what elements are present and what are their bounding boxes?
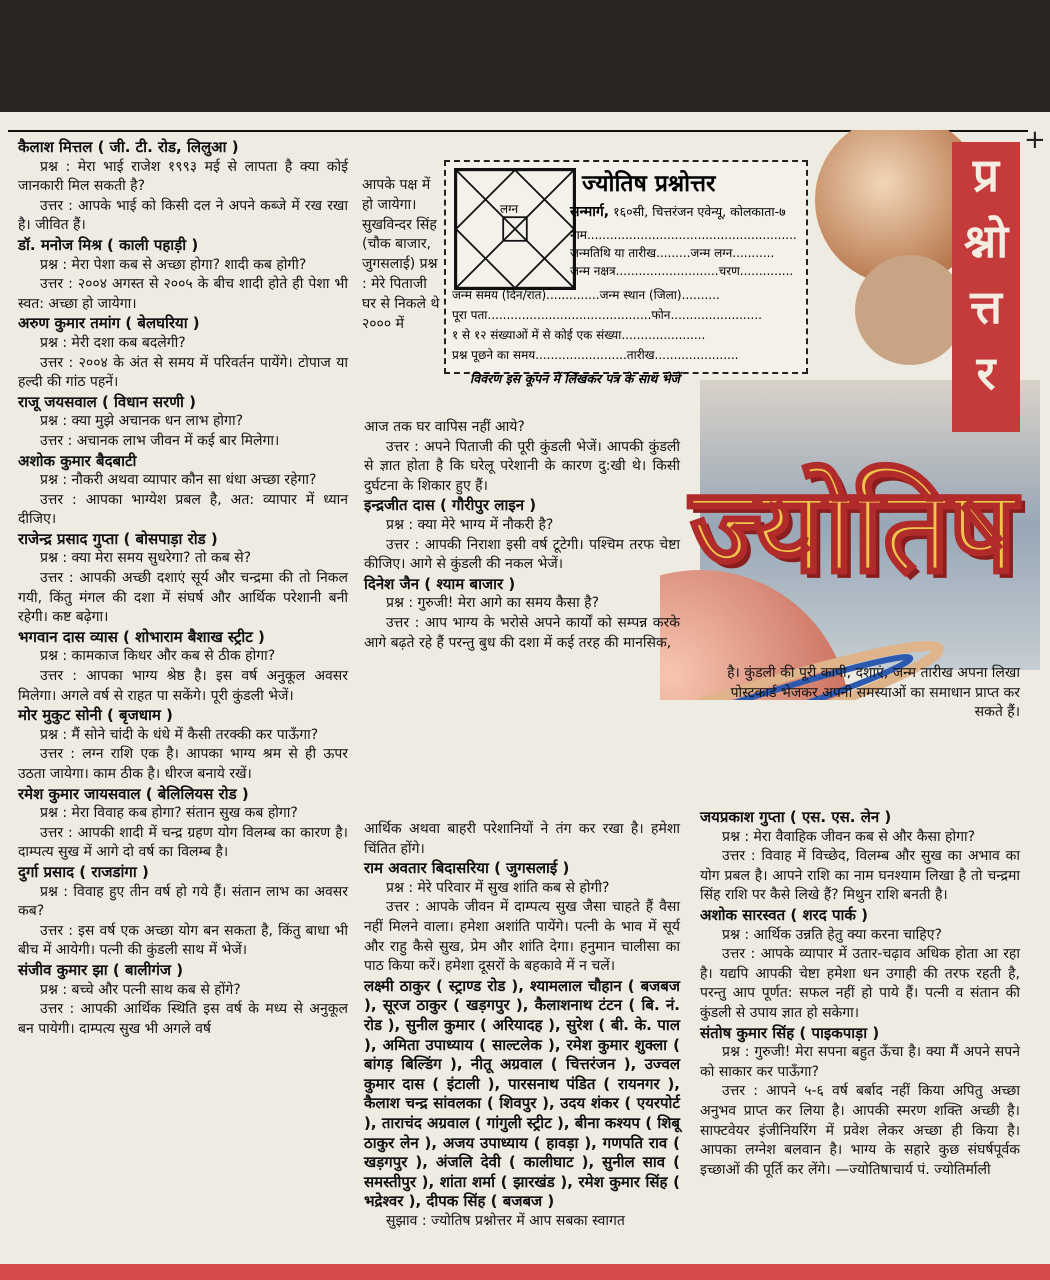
question-text: प्रश्न : गुरुजी! मेरा सपना बहुत ऊँचा है। क्या मैं अपने सपने को साकार कर पाऊँगा? [700, 1044, 1020, 1080]
question-text: प्रश्न : मैं सोने चांदी के धंधे में कैसी तरक्की कर पाऊँगा? [40, 726, 319, 743]
title-glyph: श्नो [963, 214, 1009, 268]
column-2-bottom [364, 820, 680, 1231]
question-text: प्रश्न : गुरुजी! मेरा आगे का समय कैसा है? [386, 595, 600, 612]
question-text: प्रश्न : विवाह हुए तीन वर्ष हो गये हैं। संतान लाभ का अवसर कब? [18, 883, 348, 920]
reader-name-heading: अशोक सारस्वत ( शरद पार्क ) [700, 905, 868, 924]
kundli-diagram [456, 170, 574, 288]
publisher-address: १६०सी, चित्तरंजन एवेन्यू, कोलकाता-७ [613, 204, 786, 219]
reader-name-heading: इन्द्रजीत दास ( गौरीपुर लाइन ) [364, 496, 537, 515]
reader-name-heading: कैलाश मित्तल ( जी. टी. रोड, लिलुआ ) [18, 138, 239, 156]
reader-name-heading: संतोष कुमार सिंह ( पाइकपाड़ा ) [700, 1023, 880, 1042]
answer-text: उत्तर : इस वर्ष एक अच्छा योग बन सकता है, किंतु बाधा भी बीच में आयेगी। पत्नी की कुंडली साथ में भेजें। [18, 922, 348, 959]
reader-name-heading: राजू जयसवाल ( विधान सरणी ) [18, 392, 197, 411]
answer-text: उत्तर : २००४ के अंत से समय में परिवर्तन पायेंगे। टोपाज या हल्दी की गांठ पहनें। [18, 354, 348, 391]
reader-name-heading: डॉ. मनोज मिश्र ( काली पहाड़ी ) [18, 235, 199, 254]
question-text: प्रश्न : नौकरी अथवा व्यापार कौन सा धंधा अच्छा रहेगा? [40, 472, 317, 489]
column-3-top: है। कुंडली की पूरी कापी, दशाएं, जन्म तारीख अपना लिखा पोस्टकार्ड भेजकर अपनी समस्याओं का समाधान प्राप्त कर सकते हैं। [727, 665, 1020, 721]
answer-text: उत्तर : आपने ५-६ वर्ष बर्बाद नहीं किया अपितु अच्छा अनुभव प्राप्त कर लिया है। आपकी स्मरण शक्ति अच्छी है। साफ्टवेयर इंजीनियरिंग में प्रवेश लेकर अच्छा ही किया है। आपका लग्नेश बलवान है। भाग्य के सहारे कुछ संघर्षपूर्वक इच्छाओं की पूर्ति कर लेंगे। —ज्योतिषाचार्य पं. ज्योतिर्माली [700, 1083, 1020, 1178]
question-text: प्रश्न : क्या मेरा समय सुधरेगा? तो कब से? [40, 550, 252, 567]
coupon-title: ज्योतिष प्रश्नोत्तर [582, 171, 716, 197]
reader-name-heading: राजेन्द्र प्रसाद गुप्ता ( बोसपाड़ा रोड ) [18, 529, 218, 548]
coupon-field: प्रश्न पूछने का समय........................तारीख...................... [452, 348, 739, 362]
coupon-field: नाम....................................................... [570, 228, 797, 242]
dark-background [0, 0, 1050, 112]
answer-text: उत्तर : विवाह में विच्छेद, विलम्ब और सुख का अभाव का योग प्रबल है। आपने राशि का नाम घनश्याम लिखा है तो चन्द्रमा सिंह राशि पर कैसे लिखे हैं? मिथुन राशि बनती है। [700, 848, 1020, 904]
reader-name-heading: जयप्रकाश गुप्ता ( एस. एस. लेन ) [700, 808, 892, 826]
answer-text: उत्तर : अपने पिताजी की पूरी कुंडली भेजें। आपकी कुंडली से ज्ञात होता है कि घरेलू परेशानी के कारण दु:खी थे। किसी दुर्घटना के शिकार हुए हैं। [364, 438, 680, 494]
question-text: प्रश्न : आर्थिक उन्नति हेतु क्या करना चाहिए? [722, 926, 942, 943]
reader-name-heading: दुर्गा प्रसाद ( राजडांगा ) [18, 862, 149, 881]
kundli-label: लग्न [500, 202, 519, 216]
answer-text: उत्तर : आपकी अच्छी दशाएं सूर्य और चन्द्रमा की तो निकल गयी, किंतु मंगल की दशा में संघर्ष और आर्थिक परेशानी बनी रहेगी। कष्ट बढ़ेगा। [18, 570, 348, 626]
coupon-field: जन्मतिथि या तारीख.........जन्म लग्न........... [570, 246, 775, 260]
reader-name-heading: अरुण कुमार तमांग ( बेलघरिया ) [18, 314, 200, 333]
answer-text: उत्तर : आप भाग्य के भरोसे अपने कार्यों को सम्पन्न करके आगे बढ़ते रहे हैं परन्तु बुध की दशा में कई तरह की मानसिक, [364, 614, 680, 651]
question-text: प्रश्न : मेरा भाई राजेश १९९३ मई से लापता है क्या कोई जानकारी मिल सकती है? [18, 158, 348, 195]
answer-text: उत्तर : आपके भाई को किसी दल ने अपने कब्जे में रख रखा है। जीवित हैं। [18, 197, 348, 234]
column-1 [18, 138, 348, 1039]
coupon-field: जन्म नक्षत्र...........................चरण.............. [570, 264, 794, 278]
answer-text: उत्तर : आपकी निराशा इसी वर्ष टूटेगी। पश्चिम तरफ चेष्टा कीजिए। आगे से कुंडली की नकल भेजें। [364, 536, 680, 573]
coupon-field: १ से १२ संख्याओं में से कोई एक संख्या...................... [452, 328, 706, 342]
question-text: प्रश्न : मेरा पेशा कब से अच्छा होगा? शादी कब होगी? [40, 256, 307, 273]
question-text: प्रश्न : बच्चे और पत्नी साथ कब से होंगे? [40, 981, 241, 998]
reader-name-heading: मोर मुकुट सोनी ( बृजधाम ) [18, 706, 173, 725]
question-text: प्रश्न : क्या मुझे अचानक धन लाभ होगा? [40, 413, 243, 430]
crop-mark-icon: + [1024, 125, 1046, 155]
paragraph: आज तक घर वापिस नहीं आये? [364, 419, 525, 435]
reader-name-heading: भगवान दास व्यास ( शोभाराम बैशाख स्ट्रीट ) [18, 627, 265, 646]
question-text: प्रश्न : मेरी दशा कब बदलेगी? [40, 334, 186, 351]
coupon-field: पूरा पता...........................................फोन........................ [452, 308, 762, 322]
column-2-top: आपके पक्ष में हो जायेगा। सुखविन्दर सिंह (चौक बाजार, जुगसलाई) प्रश्न : मेरे पिताजी घर से निकले थे २००० में [362, 177, 440, 332]
question-text: सुझाव : ज्योतिष प्रश्नोत्तर में आप सबका स्वागत [386, 1212, 625, 1229]
question-text: प्रश्न : मेरे परिवार में सुख शांति कब से होगी? [386, 879, 610, 896]
planet-mid [855, 255, 965, 365]
question-text: प्रश्न : कामकाज किधर और कब से ठीक होगा? [40, 648, 276, 665]
question-text: प्रश्न : क्या मेरे भाग्य में नौकरी है? [386, 516, 554, 533]
coupon-note: विवरण इस कूपन में लिखकर पत्र के साथ भेजें [470, 371, 680, 386]
publisher-name: सन्मार्ग, [570, 204, 610, 220]
coupon-field: जन्म समय (दिन/रात)..............जन्म स्थान (जिला).......... [452, 288, 720, 302]
answer-text: उत्तर : आपके जीवन में दाम्पत्य सुख जैसा चाहते हैं वैसा नहीं मिलने वाला। हमेशा अशांति पायेंगे। पत्नी के भाव में सूर्य और राहु कैसे सुख, प्रेम और शांति देगा। हनुमान चालीसा का पाठ किया करें। हमेशा दूसरों के बहकावे में न चलें। [364, 899, 680, 975]
column-2 [364, 418, 680, 653]
footer-strip [0, 1264, 1050, 1280]
answer-text: उत्तर : आपका भाग्य श्रेष्ठ है। इस वर्ष अनुकूल अवसर मिलेगा। अगले वर्ष से राहत पा सकेंगे। पूरी कुंडली भेजें। [18, 668, 348, 704]
answer-text: उत्तर : आपके व्यापार में उतार-चढ़ाव अधिक होता आ रहा है। यद्यपि आपकी चेष्टा हमेशा धन उगाही की तरफ रहती है, परन्तु आप पूर्णत: सफल नहीं हो पाये हैं। पत्नी व संतान की कुंडली से उपाय ज्ञात हो सकेगा। [700, 946, 1020, 1021]
reader-name-heading: अशोक कुमार बैदबाटी [18, 451, 137, 470]
answer-text: उत्तर : लग्न राशि एक है। आपका भाग्य श्रम से ही ऊपर उठता जायेगा। काम ठीक है। धीरज बनाये रखें। [18, 746, 348, 782]
reader-name-heading: लक्ष्मी ठाकुर ( स्ट्राण्ड रोड ), श्यामलाल चौहान ( बजबज ), सूरज ठाकुर ( खड़गपुर ), कैलाशनाथ टंटन ( बि. नं. रोड ), सुनील कुमार ( अरियादह ), सुरेश ( बी. के. पाल ), अमिता उपाध्याय ( साल्टलेक ), रमेश कुमार शुक्ला ( बांगड़ बिल्डिंग ), नीतू अग्रवाल ( चित्तरंजन ), उज्वल कुमार दास ( इंटाली ), पारसनाथ पंडित ( रायनगर ), कैलाश चन्द्र सांवलका ( शिवपुर ), उदय शंकर ( एयरपोर्ट ), ताराचंद अग्रवाल ( गांगुली स्ट्रीट ), बीना कश्यप ( शिबू ठाकुर लेन ), अजय उपाध्याय ( हावड़ा ), गणपति राव ( खड़गपुर ), अंजलि देवी ( कालीघाट ), सुनील साव ( समस्तीपुर ), शांता शर्मा ( झारखंड ), रमेश कुमार सिंह ( भद्रेश्वर ), दीपक सिंह ( बजबज ) [364, 976, 680, 1211]
vertical-section-title [952, 142, 1020, 432]
title-glyph: त्त [970, 280, 1002, 334]
answer-text: उत्तर : अचानक लाभ जीवन में कई बार मिलेगा। [40, 432, 280, 449]
section-banner: ज्योतिष [690, 461, 1015, 599]
column-3 [700, 808, 1020, 1180]
coupon-address [570, 202, 786, 221]
answer-text: उत्तर : आपका भाग्येश प्रबल है, अत: व्यापार में ध्यान दीजिए। [18, 491, 348, 528]
answer-text: उत्तर : आपकी आर्थिक स्थिति इस वर्ष के मध्य से अनुकूल बन पायेगी। दाम्पत्य सुख भी अगले वर्ष [18, 1001, 348, 1037]
reader-name-heading: दिनेश जैन ( श्याम बाजार ) [364, 574, 516, 593]
title-glyph: प्र [972, 148, 1000, 202]
reader-name-heading: संजीव कुमार झा ( बालीगंज ) [18, 960, 184, 979]
kundli-chart [454, 168, 576, 290]
question-text: प्रश्न : मेरा वैवाहिक जीवन कब से और कैसा होगा? [722, 828, 976, 845]
answer-text: उत्तर : २००४ अगस्त से २००५ के बीच शादी होते ही पेशा भी स्वत: अच्छा हो जायेगा। [18, 276, 348, 312]
coupon-box [444, 160, 808, 374]
reader-name-heading: राम अवतार बिदासरिया ( जुगसलाई ) [364, 859, 570, 878]
paragraph: आर्थिक अथवा बाहरी परेशानियों ने तंग कर रखा है। हमेशा चिंतित होंगे। [364, 821, 680, 857]
answer-text: उत्तर : आपकी शादी में चन्द्र ग्रहण योग विलम्ब का कारण है। दाम्पत्य सुख में आगे दो वर्ष का विलम्ब है। [18, 824, 348, 861]
question-text: प्रश्न : मेरा विवाह कब होगा? संतान सुख कब होगा? [40, 805, 298, 822]
title-glyph: र [976, 346, 996, 400]
reader-name-heading: रमेश कुमार जायसवाल ( बेलिलियस रोड ) [18, 784, 249, 803]
